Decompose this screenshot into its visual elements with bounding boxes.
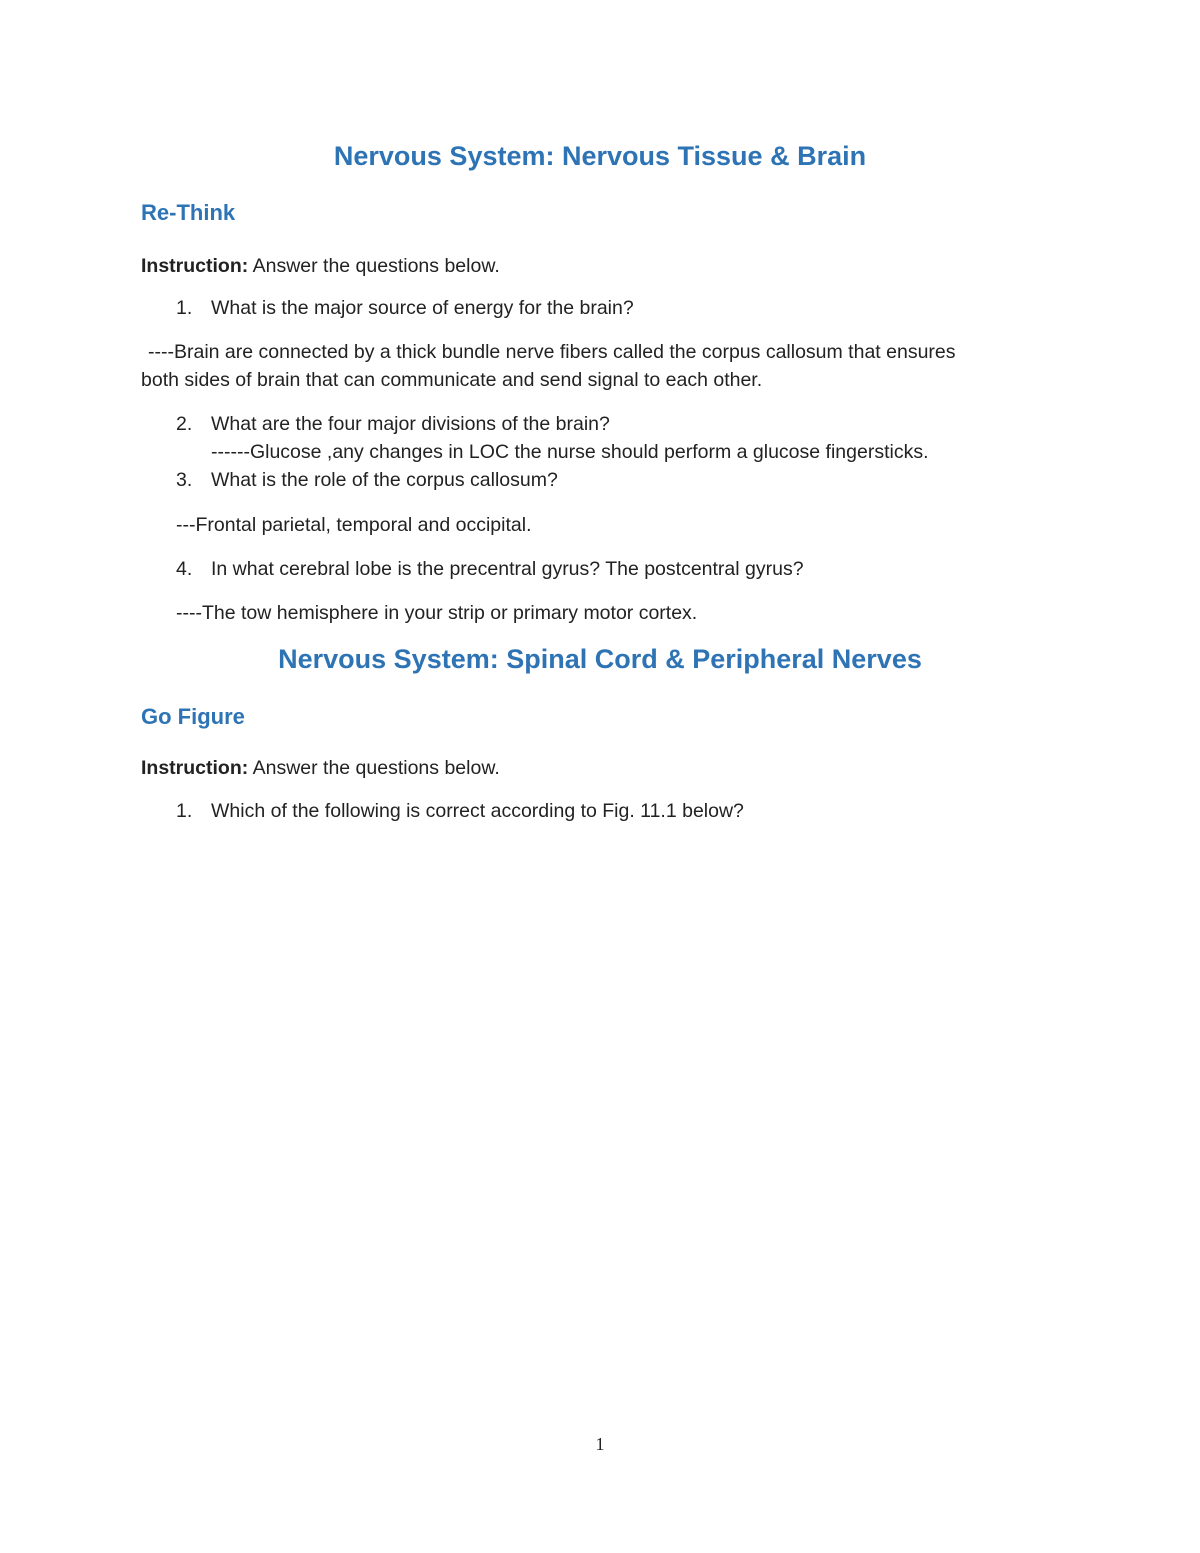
answer-4-text: ----The tow hemisphere in your strip or primary motor cortex. [176,602,698,624]
question-3-text: What is the role of the corpus callosum? [211,469,558,491]
instruction-line-2 [141,754,500,782]
question-2-number: 2. [176,413,193,435]
answer-3-text: ---Frontal parietal, temporal and occipital. [176,514,532,536]
instruction-label: Instruction: [141,255,249,277]
question-1-text: What is the major source of energy for the brain? [211,297,634,319]
question-2-text: What are the four major divisions of the brain? [211,413,610,435]
section-title-nervous-tissue-brain: Nervous System: Nervous Tissue & Brain [333,141,867,171]
page-number: 1 [595,1434,605,1454]
question-3-number: 3. [176,469,193,491]
question-4-text: In what cerebral lobe is the precentral gyrus? The postcentral gyrus? [211,558,804,580]
instruction-text: Answer the questions below. [248,255,500,277]
question-1-text-section-2: Which of the following is correct according to Fig. 11.1 below? [211,800,744,822]
question-1-number: 1. [176,297,193,319]
subheading-go-figure: Go Figure [141,704,245,729]
answer-1-line-2: both sides of brain that can communicate and send signal to each other. [141,369,763,391]
subheading-re-think: Re-Think [141,200,236,225]
instruction-text-2: Answer the questions below. [248,757,500,779]
question-1-number-section-2: 1. [176,800,193,822]
section-title-spinal-cord-peripheral-nerves: Nervous System: Spinal Cord & Peripheral Nerves [278,644,922,674]
instruction-line [141,252,500,280]
answer-2-text: ------Glucose ,any changes in LOC the nurse should perform a glucose fingersticks. [211,441,929,463]
question-4-number: 4. [176,558,193,580]
instruction-label-2: Instruction: [141,757,249,779]
answer-1-line-1: ----Brain are connected by a thick bundle nerve fibers called the corpus callosum that ensures [148,341,956,363]
